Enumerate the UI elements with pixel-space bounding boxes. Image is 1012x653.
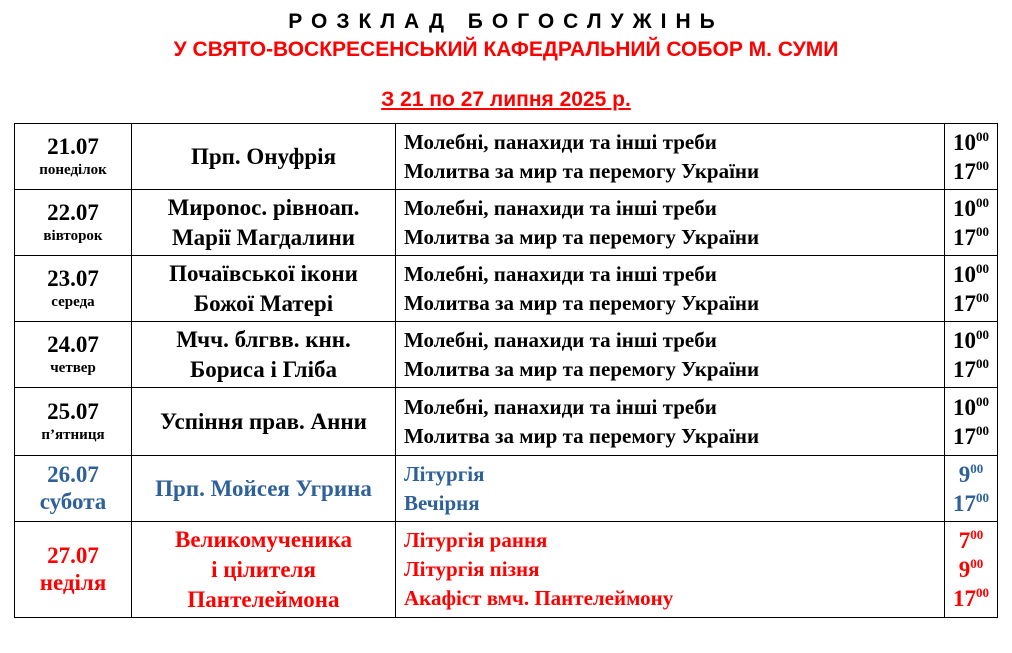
feast-cell	[132, 388, 396, 456]
day-date: 27.07	[47, 543, 99, 568]
table-row	[15, 124, 998, 190]
service-time: $17^{00}$	[953, 223, 989, 250]
feast-cell	[132, 322, 396, 388]
service-item: Молебні, панахиди та інші треби	[404, 129, 717, 154]
date-cell	[15, 124, 132, 190]
feast-line: Мчч. блгвв. кнн.	[176, 326, 351, 352]
service-item: Літургія рання	[404, 528, 548, 552]
times-cell	[945, 388, 998, 456]
services-cell	[396, 322, 945, 388]
service-time: $17^{00}$	[953, 157, 989, 184]
feast-line: Великомученика	[175, 526, 352, 552]
service-time: $17^{00}$	[953, 355, 989, 382]
service-time: $17^{00}$	[953, 585, 989, 611]
times-cell	[945, 522, 998, 618]
feast-line: Прп. Мойсея Угрина	[155, 475, 372, 501]
table-row	[15, 388, 998, 456]
feast-cell	[132, 190, 396, 256]
date-range: З 21 по 27 липня 2025 р.	[381, 88, 631, 111]
feast-line: Марії Магдалини	[171, 224, 356, 250]
feast-line: Прп. Онуфрія	[190, 143, 337, 169]
service-time: $9^{00}$	[958, 460, 984, 487]
times-cell	[945, 190, 998, 256]
table-row	[15, 456, 998, 522]
service-time: $10^{00}$	[953, 194, 989, 221]
service-item: Молитва за мир та перемогу України	[404, 290, 760, 315]
schedule-table	[14, 123, 998, 618]
day-weekday: субота	[39, 489, 107, 514]
feast-cell	[132, 256, 396, 322]
service-item: Літургія	[404, 461, 485, 486]
services-cell	[396, 388, 945, 456]
feast-cell	[132, 456, 396, 522]
date-cell	[15, 522, 132, 618]
service-time: $10^{00}$	[953, 260, 989, 287]
service-item: Молитва за мир та перемогу України	[404, 158, 760, 183]
services-cell	[396, 124, 945, 190]
service-time: $7^{00}$	[958, 527, 984, 553]
service-item: Молебні, панахиди та інші треби	[404, 195, 717, 220]
cathedral-name: У СВЯТО-ВОСКРЕСЕНСЬКИЙ КАФЕДРАЛЬНИЙ СОБОР М. СУМИ	[173, 38, 839, 61]
date-cell	[15, 256, 132, 322]
schedule-title: РОЗКЛАД БОГОСЛУЖІНЬ	[288, 10, 724, 33]
day-date: 26.07	[47, 462, 99, 487]
service-time: $17^{00}$	[953, 289, 989, 316]
feast-line: Бориса і Гліба	[190, 356, 337, 382]
service-time: $10^{00}$	[953, 393, 989, 420]
day-date: 23.07	[47, 266, 99, 291]
day-date: 21.07	[47, 134, 99, 159]
day-weekday: п’ятниця	[41, 427, 105, 443]
service-item: Молебні, панахиди та інші треби	[404, 261, 717, 286]
service-time: $17^{00}$	[953, 489, 989, 516]
services-cell	[396, 522, 945, 618]
service-time: $9^{00}$	[958, 556, 984, 582]
service-item: Вечірня	[404, 490, 480, 515]
times-cell	[945, 256, 998, 322]
date-cell	[15, 388, 132, 456]
service-item: Молебні, панахиди та інші треби	[404, 327, 717, 352]
service-item: Молебні, панахиди та інші треби	[404, 394, 717, 419]
services-cell	[396, 256, 945, 322]
day-weekday: понеділок	[39, 162, 107, 178]
services-cell	[396, 456, 945, 522]
service-time: $10^{00}$	[953, 128, 989, 155]
day-date: 24.07	[47, 332, 99, 357]
times-cell	[945, 124, 998, 190]
date-cell	[15, 456, 132, 522]
date-cell	[15, 322, 132, 388]
feast-line: Почаївської ікони	[169, 260, 358, 286]
feast-cell	[132, 124, 396, 190]
feast-cell	[132, 522, 396, 618]
times-cell	[945, 456, 998, 522]
date-cell	[15, 190, 132, 256]
service-time: $17^{00}$	[953, 422, 989, 449]
day-weekday: вівторок	[43, 228, 103, 244]
service-item: Літургія пізня	[404, 557, 540, 581]
day-weekday: четвер	[50, 360, 96, 376]
feast-line: і цілителя	[211, 556, 316, 582]
day-weekday: середа	[51, 294, 95, 310]
feast-line: Мироnoс. рівноап.	[167, 194, 360, 220]
service-item: Молитва за мир та перемогу України	[404, 423, 760, 448]
feast-line: Пантелеймона	[187, 586, 340, 612]
day-weekday: неділя	[39, 570, 107, 595]
times-cell	[945, 322, 998, 388]
feast-line: Божої Матері	[193, 290, 334, 316]
day-date: 25.07	[47, 399, 99, 424]
service-item: Молитва за мир та перемогу України	[404, 224, 760, 249]
table-row	[15, 322, 998, 388]
service-item: Молитва за мир та перемогу України	[404, 356, 760, 381]
feast-line: Успіння прав. Анни	[160, 408, 367, 434]
service-time: $10^{00}$	[953, 326, 989, 353]
table-row	[15, 522, 998, 618]
table-row	[15, 256, 998, 322]
day-date: 22.07	[47, 200, 99, 225]
table-row	[15, 190, 998, 256]
service-item: Акафіст вмч. Пантелеймону	[404, 586, 674, 610]
services-cell	[396, 190, 945, 256]
